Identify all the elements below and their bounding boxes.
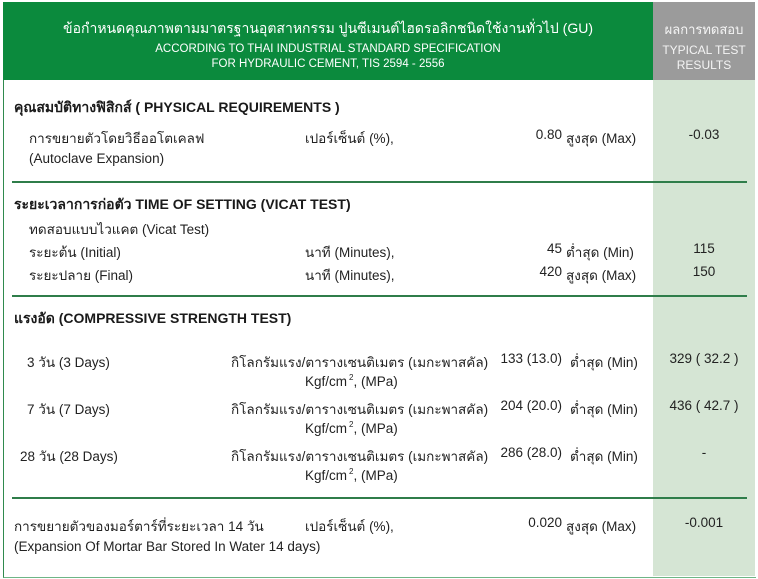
day3-unit-en: Kgf/cm $^2$, (MPa)	[305, 373, 398, 389]
header-title-en-line1: ACCORDING TO THAI INDUSTRIAL STANDARD SPECIFICATION	[155, 43, 501, 55]
day7-label: 7 วัน (7 Days)	[27, 402, 110, 417]
day7-spec-limit: ต่ำสุด (Min)	[570, 402, 638, 417]
day7-unit-en: Kgf/cm $^2$, (MPa)	[305, 420, 398, 436]
initial-label: ระยะต้น (Initial)	[29, 245, 121, 260]
header-title-th: ข้อกำหนดคุณภาพตามมาตรฐานอุตสาหกรรม ปูนซีเมนต์ไฮดรอลิกชนิดใช้งานทั่วไป (GU)	[63, 20, 593, 36]
final-result: 150	[692, 264, 716, 279]
day3-unit-th: กิโลกรัมแรง/ตารางเซนติเมตร (เมกะพาสคัล)	[231, 355, 489, 370]
final-spec-value: 420	[539, 264, 562, 279]
table-frame	[3, 2, 756, 578]
day28-label: 28 วัน (28 Days)	[20, 449, 118, 464]
results-column	[653, 80, 755, 576]
results-header-en-line1: TYPICAL TEST	[662, 43, 746, 57]
initial-spec-value: 45	[546, 241, 562, 256]
day28-unit-en: Kgf/cm $^2$, (MPa)	[305, 467, 398, 483]
section-title-physical: คุณสมบัติทางฟิสิกส์ ( PHYSICAL REQUIREMENTS )	[14, 99, 340, 115]
section-divider	[12, 181, 747, 183]
spec-header	[3, 2, 653, 80]
section-title-setting: ระยะเวลาการก่อตัว TIME OF SETTING (VICAT TEST)	[14, 196, 351, 212]
autoclave-label-th: การขยายตัวโดยวิธีออโตเคลฟ	[29, 131, 205, 146]
section-divider	[12, 497, 747, 499]
initial-result: 115	[693, 241, 715, 256]
results-header-th: ผลการทดสอบ	[664, 22, 744, 37]
autoclave-unit: เปอร์เซ็นต์ (%),	[305, 131, 394, 146]
mortar-spec-value: 0.020	[528, 515, 562, 530]
header-title-en-line2: FOR HYDRAULIC CEMENT, TIS 2594 - 2556	[211, 58, 445, 70]
initial-unit: นาที (Minutes),	[305, 245, 395, 260]
mortar-label-en: (Expansion Of Mortar Bar Stored In Water 14 days)	[14, 539, 321, 554]
day28-unit-th: กิโลกรัมแรง/ตารางเซนติเมตร (เมกะพาสคัล)	[231, 449, 489, 464]
mortar-unit: เปอร์เซ็นต์ (%),	[305, 519, 394, 534]
section-divider	[12, 295, 747, 297]
day28-spec-limit: ต่ำสุด (Min)	[570, 449, 638, 464]
mortar-label-th: การขยายตัวของมอร์ตาร์ที่ระยะเวลา 14 วัน	[14, 519, 264, 534]
autoclave-spec-value: 0.80	[535, 127, 562, 142]
day3-spec-limit: ต่ำสุด (Min)	[570, 355, 638, 370]
day3-spec-value: 133 (13.0)	[500, 351, 562, 366]
day7-spec-value: 204 (20.0)	[500, 398, 562, 413]
final-unit: นาที (Minutes),	[305, 268, 395, 283]
results-header-en-line2: RESULTS	[676, 58, 732, 72]
results-header	[653, 2, 755, 80]
autoclave-result: -0.03	[688, 127, 720, 142]
vicat-subtitle: ทดสอบแบบไวแคต (Vicat Test)	[29, 222, 210, 237]
day3-result: 329 ( 32.2 )	[669, 351, 739, 366]
autoclave-spec-limit: สูงสุด (Max)	[566, 131, 637, 146]
mortar-result: -0.001	[684, 515, 724, 530]
final-label: ระยะปลาย (Final)	[29, 268, 133, 283]
day7-unit-th: กิโลกรัมแรง/ตารางเซนติเมตร (เมกะพาสคัล)	[231, 402, 489, 417]
day3-label: 3 วัน (3 Days)	[27, 355, 110, 370]
mortar-spec-limit: สูงสุด (Max)	[566, 519, 637, 534]
final-spec-limit: สูงสุด (Max)	[566, 268, 637, 283]
day28-spec-value: 286 (28.0)	[500, 445, 562, 460]
day7-result: 436 ( 42.7 )	[669, 398, 739, 413]
section-title-compressive: แรงอัด (COMPRESSIVE STRENGTH TEST)	[14, 310, 292, 326]
autoclave-label-en: (Autoclave Expansion)	[29, 151, 165, 166]
day28-result: -	[701, 445, 707, 460]
initial-spec-limit: ต่ำสุด (Min)	[566, 245, 634, 260]
